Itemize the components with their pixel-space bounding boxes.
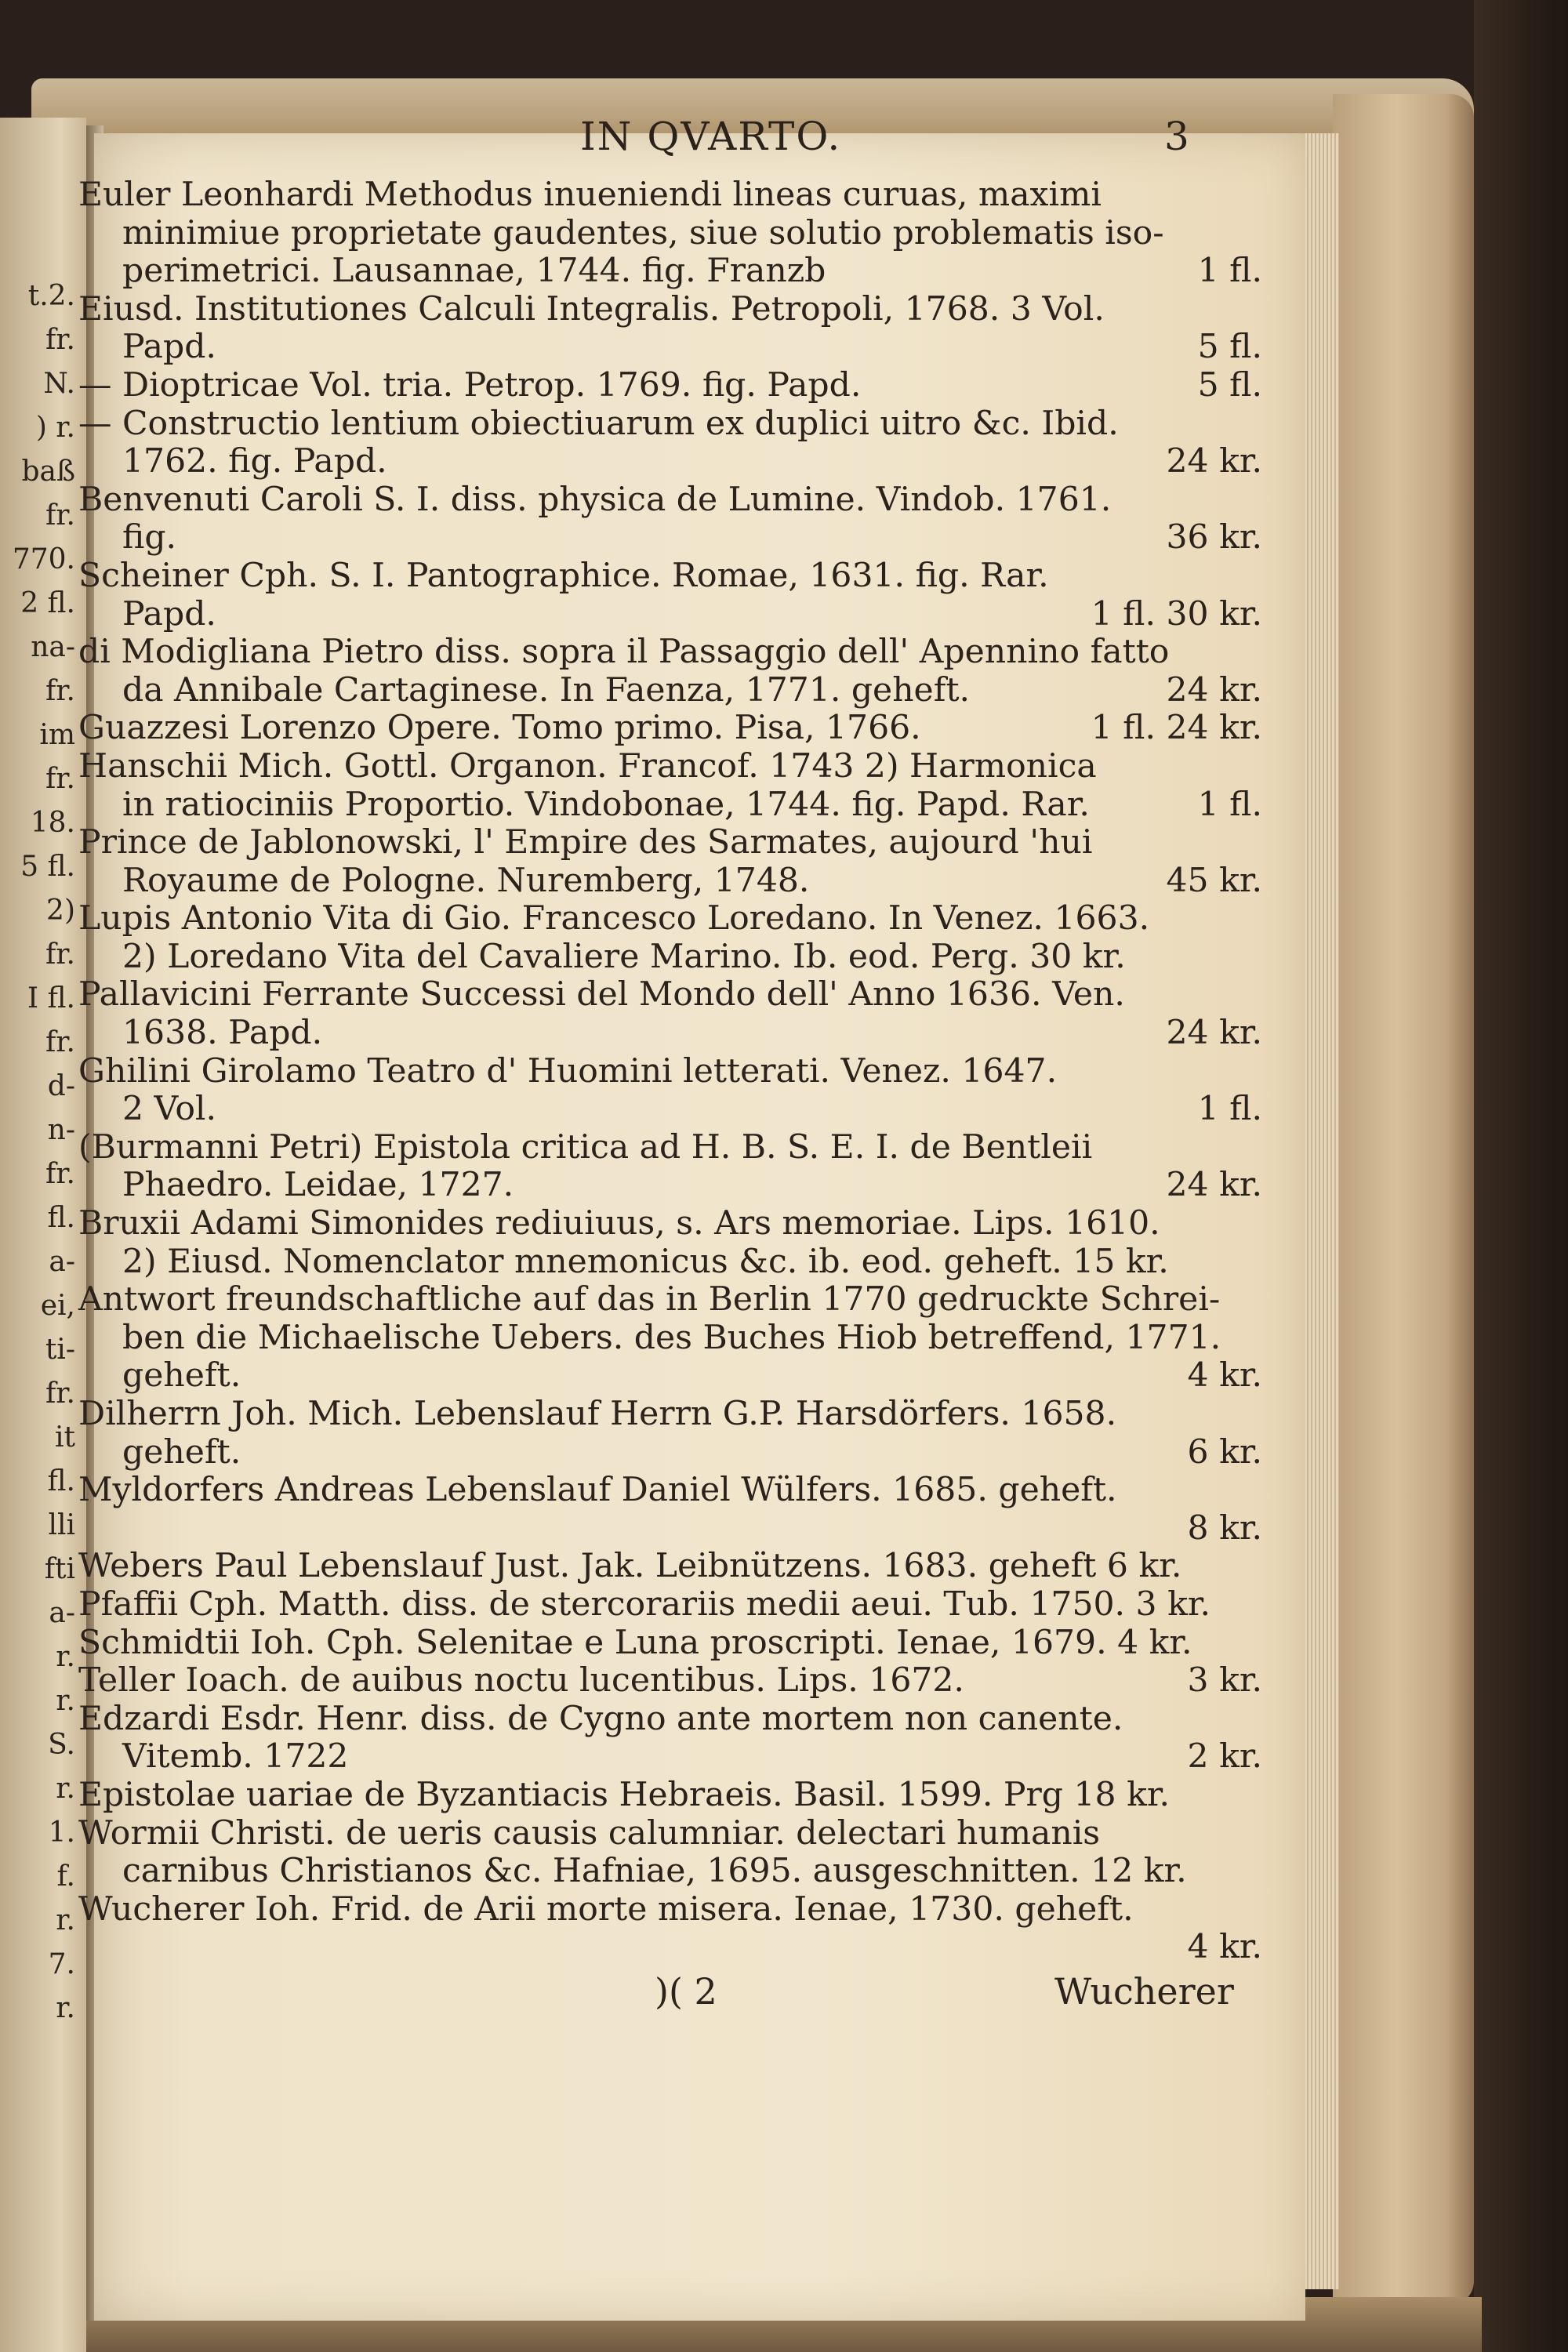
catalog-line-text: Pallavicini Ferrante Successi del Mondo dell' Anno 1636. Ven. xyxy=(78,975,1125,1014)
catalog-line-text: Bruxii Adami Simonides rediuiuus, s. Ars memoriae. Lips. 1610. xyxy=(78,1204,1160,1243)
catalog-line xyxy=(78,1548,1270,1586)
catalog-line-price: 1 fl. xyxy=(1197,785,1262,824)
catalog-line-text: Teller Ioach. de auibus noctu lucentibus. Lips. 1672. xyxy=(78,1661,964,1700)
catalog-line xyxy=(78,215,1270,253)
catalog-line xyxy=(78,405,1270,444)
catalog-line-text: geheft. xyxy=(122,1432,241,1472)
catalog-line xyxy=(78,748,1270,786)
catalog-line-text: Benvenuti Caroli S. I. diss. physica de Lumine. Vindob. 1761. xyxy=(78,480,1112,519)
catalog-line-text: 1762. fig. Papd. xyxy=(122,442,387,481)
catalog-line-price: 24 kr. xyxy=(1166,1166,1262,1205)
catalog-line xyxy=(78,1053,1270,1091)
catalog-line xyxy=(78,1396,1270,1434)
catalog-line-text: Edzardi Esdr. Henr. diss. de Cygno ante mortem non canente. xyxy=(78,1699,1123,1738)
catalog-line-text: ben die Michaelische Uebers. des Buches Hiob betreffend, 1771. xyxy=(122,1318,1221,1357)
catalog-line-price: 6 kr. xyxy=(1187,1432,1262,1472)
catalog-line-price: 45 kr. xyxy=(1166,861,1262,900)
catalog-line-text: Guazzesi Lorenzo Opere. Tomo primo. Pisa, 1766. xyxy=(78,709,921,748)
catalog-line xyxy=(78,557,1270,596)
running-header xyxy=(78,114,1270,176)
catalog-line xyxy=(78,633,1270,672)
catalog-line-text: Scheiner Cph. S. I. Pantographice. Romae, 1631. fig. Rar. xyxy=(78,556,1049,595)
catalog-line-text: Papd. xyxy=(122,594,216,633)
catalog-line xyxy=(78,1586,1270,1624)
catalog-line xyxy=(78,1891,1270,1929)
catalog-line xyxy=(78,1434,1270,1472)
book-cover-right xyxy=(1333,94,1474,2305)
catalog-line xyxy=(78,1091,1270,1129)
catalog-line xyxy=(78,1662,1270,1700)
catalog-line xyxy=(78,1281,1270,1319)
page-content xyxy=(78,114,1270,2017)
catalog-line xyxy=(78,1777,1270,1815)
catalog-line-text: 2) Eiusd. Nomenclator mnemonicus &c. ib. eod. geheft. 15 kr. xyxy=(122,1242,1169,1281)
background-shadow xyxy=(1474,0,1568,2352)
catalog-line-text: Royaume de Pologne. Nuremberg, 1748. xyxy=(122,861,810,900)
catalog-line-text: Prince de Jablonowski, l' Empire des Sarmates, aujourd 'hui xyxy=(78,823,1093,862)
catalog-line-price: 1 fl. xyxy=(1197,1090,1262,1129)
left-page-margin-text: t.2. fr. N. ) r. baß fr. 770. 2 fl. na- fr. im fr. 18. 5 fl. 2) fr. I fl. fr. d- n- fr. fl. a- ei, ti- fr. it fl. lli fti a- r. r. S. r. 1. f. r. 7. r. xyxy=(12,280,75,2024)
page-title: IN QVARTO. xyxy=(580,114,842,159)
catalog-line-price: 24 kr. xyxy=(1166,442,1262,481)
left-facing-page xyxy=(0,118,86,2352)
catalog-line-text: minimiue proprietate gaudentes, siue solutio problematis iso- xyxy=(122,213,1164,252)
catalog-line xyxy=(78,328,1270,367)
catalog-line-text: Schmidtii Ioh. Cph. Selenitae e Luna proscripti. Ienae, 1679. 4 kr. xyxy=(78,1623,1192,1662)
catalog-line-text: Antwort freundschaftliche auf das in Berlin 1770 gedruckte Schrei- xyxy=(78,1280,1221,1319)
catalog-line-text: Eiusd. Institutiones Calculi Integralis. Petropoli, 1768. 3 Vol. xyxy=(78,289,1105,328)
catalog-line xyxy=(78,291,1270,329)
catalog-line-text: geheft. xyxy=(122,1356,241,1396)
catchword: Wucherer xyxy=(1054,1969,1234,2013)
catalog-line xyxy=(78,786,1270,825)
catalog-line xyxy=(78,519,1270,557)
catalog-line-text: carnibus Christianos &c. Hafniae, 1695. ausgeschnitten. 12 kr. xyxy=(122,1852,1187,1891)
catalog-line-price: 24 kr. xyxy=(1166,670,1262,710)
catalog-line-text: perimetrici. Lausannae, 1744. fig. Franzb xyxy=(122,252,826,291)
catalog-line-price: 3 kr. xyxy=(1187,1661,1262,1700)
catalog-line-price: 5 fl. xyxy=(1197,365,1262,405)
catalog-line-text: Lupis Antonio Vita di Gio. Francesco Loredano. In Venez. 1663. xyxy=(78,899,1150,938)
catalog-line-text: Ghilini Girolamo Teatro d' Huomini letterati. Venez. 1647. xyxy=(78,1051,1058,1091)
catalog-line-price: 8 kr. xyxy=(1187,1508,1262,1548)
catalog-line-text: Myldorfers Andreas Lebenslauf Daniel Wülfers. 1685. geheft. xyxy=(78,1471,1117,1510)
catalog-line-text: 2) Loredano Vita del Cavaliere Marino. Ib. eod. Perg. 30 kr. xyxy=(122,937,1126,976)
page-edges xyxy=(1301,133,1339,2289)
catalog-entries xyxy=(78,176,1270,1967)
catalog-line-text: in ratiociniis Proportio. Vindobonae, 1744. fig. Papd. Rar. xyxy=(122,785,1090,824)
catalog-line xyxy=(78,824,1270,862)
catalog-line-price: 24 kr. xyxy=(1166,1014,1262,1053)
catalog-line-text: Wucherer Ioh. Frid. de Arii morte misera. Ienae, 1730. geheft. xyxy=(78,1889,1134,1929)
catalog-line xyxy=(78,1472,1270,1510)
catalog-line-price: 4 kr. xyxy=(1187,1356,1262,1396)
catalog-line xyxy=(78,443,1270,481)
catalog-line-text: Vitemb. 1722 xyxy=(122,1737,349,1777)
signature-mark: )( 2 xyxy=(655,1969,717,2013)
catalog-line-text: Euler Leonhardi Methodus inueniendi lineas curuas, maximi xyxy=(78,176,1102,214)
page-footer xyxy=(78,1970,1270,2017)
catalog-line-text: 2 Vol. xyxy=(122,1090,217,1129)
catalog-line xyxy=(78,1205,1270,1243)
catalog-line xyxy=(78,1510,1270,1548)
catalog-line-text: — Constructio lentium obiectiuarum ex duplici uitro &c. Ibid. xyxy=(78,404,1119,443)
catalog-line xyxy=(78,176,1270,215)
catalog-line-text: fig. xyxy=(122,518,177,557)
catalog-line xyxy=(78,367,1270,405)
catalog-line xyxy=(78,1624,1270,1663)
catalog-line xyxy=(78,1929,1270,1967)
catalog-line-text: Webers Paul Lebenslauf Just. Jak. Leibnützens. 1683. geheft 6 kr. xyxy=(78,1547,1182,1586)
catalog-line xyxy=(78,481,1270,520)
catalog-line xyxy=(78,1129,1270,1167)
catalog-line-text: (Burmanni Petri) Epistola critica ad H. B. S. E. I. de Bentleii xyxy=(78,1127,1093,1167)
catalog-line xyxy=(78,1319,1270,1358)
catalog-line-text: Papd. xyxy=(122,328,216,367)
catalog-line-text: Wormii Christi. de ueris causis calumniar. delectari humanis xyxy=(78,1813,1101,1853)
catalog-line-text: Pfaffii Cph. Matth. diss. de stercorariis medii aeui. Tub. 1750. 3 kr. xyxy=(78,1584,1211,1624)
catalog-line xyxy=(78,252,1270,291)
catalog-line-text: di Modigliana Pietro diss. sopra il Passaggio dell' Apennino fatto xyxy=(78,633,1170,672)
catalog-line-text: Dilherrn Joh. Mich. Lebenslauf Herrn G.P. Harsdörfers. 1658. xyxy=(78,1395,1117,1433)
catalog-line-text: da Annibale Cartaginese. In Faenza, 1771. geheft. xyxy=(122,670,971,710)
catalog-line xyxy=(78,1815,1270,1853)
catalog-line-text: Phaedro. Leidae, 1727. xyxy=(122,1166,514,1205)
catalog-line xyxy=(78,1700,1270,1739)
catalog-line xyxy=(78,938,1270,977)
catalog-line-price: 1 fl. 30 kr. xyxy=(1091,594,1262,633)
catalog-line xyxy=(78,1738,1270,1777)
catalog-line-price: 2 kr. xyxy=(1187,1737,1262,1777)
catalog-line xyxy=(78,710,1270,748)
catalog-line xyxy=(78,1243,1270,1282)
catalog-line-price: 1 fl. xyxy=(1197,252,1262,291)
catalog-line xyxy=(78,1014,1270,1053)
catalog-line-price: 36 kr. xyxy=(1166,518,1262,557)
catalog-line-price: 1 fl. 24 kr. xyxy=(1091,709,1262,748)
catalog-line-price: 4 kr. xyxy=(1187,1928,1262,1967)
catalog-line xyxy=(78,1167,1270,1205)
catalog-line-text: Hanschii Mich. Gottl. Organon. Francof. 1743 2) Harmonica xyxy=(78,746,1097,786)
catalog-line xyxy=(78,672,1270,710)
catalog-line-text: Epistolae uariae de Byzantiacis Hebraeis. Basil. 1599. Prg 18 kr. xyxy=(78,1775,1170,1814)
catalog-line xyxy=(78,900,1270,938)
page-number: 3 xyxy=(1164,114,1191,159)
catalog-line xyxy=(78,862,1270,901)
catalog-line xyxy=(78,1357,1270,1396)
catalog-line-price: 5 fl. xyxy=(1197,328,1262,367)
catalog-line-text: 1638. Papd. xyxy=(122,1014,323,1053)
catalog-line-text: — Dioptricae Vol. tria. Petrop. 1769. fig. Papd. xyxy=(78,365,862,405)
catalog-line xyxy=(78,976,1270,1014)
catalog-line xyxy=(78,1853,1270,1891)
catalog-line xyxy=(78,596,1270,634)
